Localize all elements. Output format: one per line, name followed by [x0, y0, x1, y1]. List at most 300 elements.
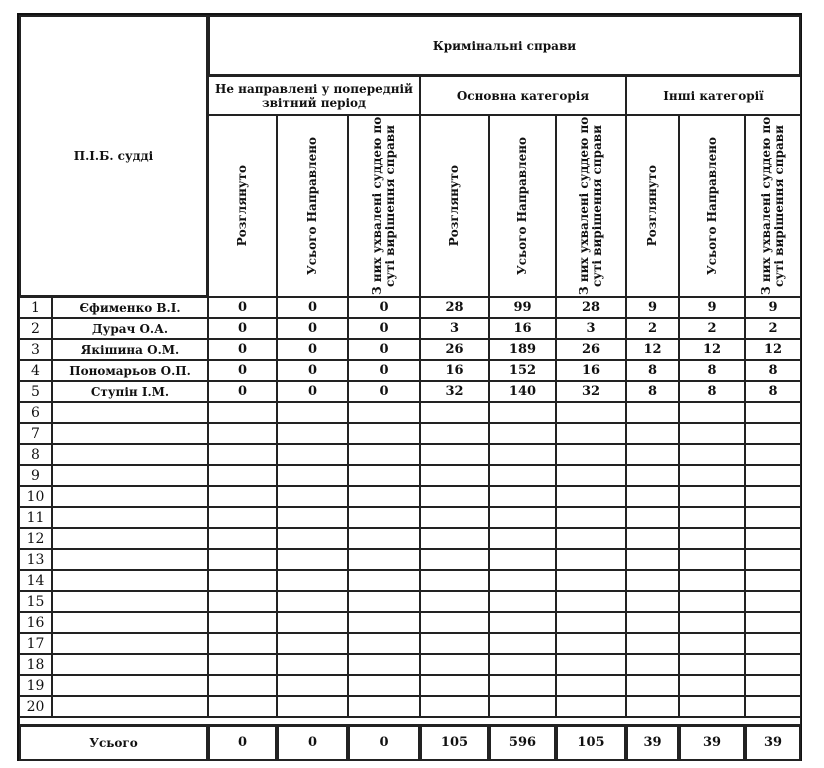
row-number [19, 297, 52, 318]
value-cell-text: 8 [707, 362, 717, 378]
value-cell-text: 9 [707, 299, 717, 315]
value-cell [556, 549, 626, 570]
subcolumn-header-text: З них ухвалені суддею по суті вирішення справи [759, 116, 786, 296]
subcolumn-header-text: Усього Направлено [704, 136, 719, 275]
value-cell [420, 570, 489, 591]
value-cell [679, 402, 745, 423]
subcolumn-header [277, 115, 348, 297]
value-cell-text: 2 [707, 320, 717, 336]
value-cell [745, 654, 801, 675]
subcolumn-header-text: Розглянуто [645, 165, 659, 247]
value-cell [679, 360, 745, 381]
value-cell [420, 549, 489, 570]
group-header [420, 76, 626, 115]
judge-name-header-text: П.І.Б. судді [73, 149, 154, 163]
value-cell [556, 465, 626, 486]
value-cell [626, 339, 679, 360]
value-cell [208, 339, 277, 360]
value-cell-text: 0 [379, 362, 389, 378]
value-cell [626, 381, 679, 402]
value-cell [679, 423, 745, 444]
row-number [19, 549, 52, 570]
total-value-text: 596 [508, 735, 537, 750]
value-cell [745, 318, 801, 339]
value-cell-text: 32 [445, 383, 464, 399]
value-cell [745, 696, 801, 717]
value-cell-text: 0 [237, 299, 248, 315]
value-cell [489, 507, 556, 528]
value-cell [348, 696, 420, 717]
row-number [19, 633, 52, 654]
judge-name [52, 339, 208, 360]
value-cell [556, 696, 626, 717]
value-cell [489, 696, 556, 717]
subcolumn-header-text: Усього Направлено [305, 136, 319, 275]
total-value-text: 39 [643, 735, 662, 750]
value-cell [745, 423, 801, 444]
value-cell [277, 444, 348, 465]
value-cell [745, 507, 801, 528]
value-cell [277, 297, 348, 318]
value-cell-text: 189 [508, 341, 537, 357]
value-cell [745, 675, 801, 696]
value-cell [277, 507, 348, 528]
value-cell [489, 339, 556, 360]
value-cell [626, 528, 679, 549]
judge-name [52, 444, 208, 465]
value-cell [348, 612, 420, 633]
value-cell [556, 318, 626, 339]
value-cell [277, 570, 348, 591]
value-cell [626, 591, 679, 612]
value-cell [679, 654, 745, 675]
value-cell [348, 381, 420, 402]
value-cell [208, 360, 277, 381]
value-cell-text: 8 [768, 362, 778, 378]
value-cell [277, 591, 348, 612]
value-cell [556, 444, 626, 465]
main-title [208, 15, 801, 76]
value-cell [420, 402, 489, 423]
value-cell [420, 591, 489, 612]
row-number [19, 654, 52, 675]
value-cell [745, 633, 801, 654]
value-cell [420, 339, 489, 360]
value-cell [277, 654, 348, 675]
value-cell-text: 0 [307, 341, 318, 357]
value-cell [420, 465, 489, 486]
judge-name [52, 633, 208, 654]
value-cell [208, 465, 277, 486]
row-number [19, 318, 52, 339]
total-value-text: 105 [440, 735, 469, 750]
judge-name-text: Ступін І.М. [90, 384, 170, 399]
value-cell-text: 140 [508, 383, 537, 399]
value-cell-text: 0 [379, 320, 389, 336]
value-cell [420, 423, 489, 444]
total-label [19, 725, 208, 761]
value-cell [745, 549, 801, 570]
value-cell [348, 297, 420, 318]
value-cell [348, 486, 420, 507]
value-cell-text: 12 [763, 341, 783, 357]
row-number [19, 486, 52, 507]
subcolumn-header [420, 115, 489, 297]
value-cell-text: 26 [445, 341, 464, 357]
value-cell-text: 9 [768, 299, 778, 315]
value-cell [626, 549, 679, 570]
value-cell [556, 360, 626, 381]
value-cell [745, 402, 801, 423]
value-cell [489, 591, 556, 612]
value-cell [679, 507, 745, 528]
value-cell [277, 696, 348, 717]
value-cell [745, 591, 801, 612]
value-cell-text: 8 [647, 362, 658, 378]
total-value-text: 105 [577, 735, 605, 750]
row-number-text: 10 [26, 488, 45, 505]
value-cell [489, 675, 556, 696]
row-number-text: 14 [26, 572, 45, 589]
row-number-text: 11 [26, 509, 45, 526]
total-value [626, 725, 679, 761]
subcolumn-header [348, 115, 420, 297]
value-cell-text: 152 [508, 362, 537, 378]
value-cell [348, 423, 420, 444]
subcolumn-header [679, 115, 745, 297]
value-cell [348, 675, 420, 696]
judge-name [52, 654, 208, 675]
row-number-text: 3 [31, 341, 40, 358]
value-cell [348, 318, 420, 339]
value-cell [745, 381, 801, 402]
value-cell [626, 486, 679, 507]
row-number [19, 612, 52, 633]
value-cell-text: 3 [449, 320, 460, 336]
value-cell [489, 297, 556, 318]
value-cell-text: 12 [702, 341, 722, 357]
value-cell [208, 696, 277, 717]
value-cell [420, 381, 489, 402]
row-number-text: 17 [26, 635, 45, 652]
value-cell [745, 465, 801, 486]
judge-name [52, 423, 208, 444]
value-cell [489, 570, 556, 591]
subcolumn-header-text: З них ухвалені суддею по суті вирішення справи [577, 116, 604, 296]
value-cell [626, 318, 679, 339]
value-cell [489, 633, 556, 654]
judge-name [52, 696, 208, 717]
value-cell [489, 381, 556, 402]
row-number [19, 465, 52, 486]
value-cell [679, 465, 745, 486]
total-value [556, 725, 626, 761]
value-cell [679, 528, 745, 549]
value-cell [679, 633, 745, 654]
group-header-text: Основна категорія [456, 88, 590, 103]
value-cell [277, 612, 348, 633]
value-cell [679, 675, 745, 696]
value-cell [679, 444, 745, 465]
value-cell [277, 675, 348, 696]
value-cell [679, 339, 745, 360]
group-header [208, 76, 420, 115]
value-cell [277, 528, 348, 549]
group-header-text: Інші категорії [663, 88, 764, 103]
value-cell [420, 528, 489, 549]
row-number [19, 570, 52, 591]
value-cell-text: 3 [586, 320, 596, 336]
value-cell [208, 381, 277, 402]
value-cell [626, 654, 679, 675]
subcolumn-header-text: Усього Направлено [515, 136, 529, 275]
row-number-text: 18 [26, 656, 45, 673]
total-value [745, 725, 801, 761]
value-cell [679, 696, 745, 717]
row-number [19, 423, 52, 444]
value-cell [420, 297, 489, 318]
row-number-text: 6 [31, 404, 40, 421]
value-cell [556, 507, 626, 528]
value-cell [626, 444, 679, 465]
value-cell [489, 360, 556, 381]
value-cell-text: 0 [307, 320, 318, 336]
judge-name [52, 612, 208, 633]
value-cell [208, 318, 277, 339]
total-label-text: Усього [89, 736, 138, 750]
judge-name [52, 465, 208, 486]
value-cell-text: 8 [707, 383, 717, 399]
row-number [19, 402, 52, 423]
value-cell [208, 444, 277, 465]
value-cell [208, 507, 277, 528]
value-cell [679, 549, 745, 570]
value-cell [420, 675, 489, 696]
total-value-text: 39 [702, 735, 722, 750]
value-cell [277, 423, 348, 444]
value-cell [277, 402, 348, 423]
value-cell [277, 549, 348, 570]
value-cell [348, 507, 420, 528]
subcolumn-header [626, 115, 679, 297]
value-cell [679, 486, 745, 507]
value-cell-text: 9 [647, 299, 658, 315]
value-cell [745, 444, 801, 465]
value-cell-text: 0 [307, 362, 318, 378]
value-cell [679, 318, 745, 339]
row-number [19, 339, 52, 360]
value-cell [489, 612, 556, 633]
value-cell [489, 654, 556, 675]
value-cell [348, 360, 420, 381]
value-cell [556, 402, 626, 423]
judge-name [52, 318, 208, 339]
value-cell [348, 591, 420, 612]
value-cell-text: 8 [768, 383, 778, 399]
value-cell [208, 612, 277, 633]
value-cell-text: 0 [237, 341, 248, 357]
value-cell [556, 297, 626, 318]
value-cell [679, 612, 745, 633]
value-cell-text: 2 [647, 320, 658, 336]
value-cell [420, 444, 489, 465]
value-cell-text: 28 [445, 299, 464, 315]
value-cell [626, 423, 679, 444]
value-cell [626, 696, 679, 717]
value-cell [626, 570, 679, 591]
value-cell [208, 486, 277, 507]
value-cell-text: 16 [513, 320, 532, 336]
value-cell [626, 297, 679, 318]
value-cell [679, 297, 745, 318]
judge-name [52, 528, 208, 549]
value-cell [626, 633, 679, 654]
total-value [420, 725, 489, 761]
value-cell [556, 339, 626, 360]
subcolumn-header [208, 115, 277, 297]
value-cell [489, 444, 556, 465]
value-cell [626, 675, 679, 696]
value-cell [489, 549, 556, 570]
row-number [19, 444, 52, 465]
judge-name [52, 360, 208, 381]
total-value-text: 0 [379, 735, 389, 750]
value-cell [208, 549, 277, 570]
value-cell [420, 360, 489, 381]
value-cell [489, 465, 556, 486]
value-cell [348, 633, 420, 654]
row-number-text: 15 [26, 593, 45, 610]
value-cell [626, 402, 679, 423]
value-cell [208, 633, 277, 654]
judge-name-text: Якішина О.М. [80, 342, 180, 357]
row-number [19, 360, 52, 381]
value-cell-text: 26 [581, 341, 601, 357]
total-value [489, 725, 556, 761]
row-number [19, 675, 52, 696]
value-cell [745, 570, 801, 591]
main-title-text: Кримінальні справи [432, 38, 577, 53]
value-cell [745, 360, 801, 381]
value-cell [208, 297, 277, 318]
judge-name-header [19, 15, 208, 297]
value-cell [277, 339, 348, 360]
value-cell [556, 423, 626, 444]
value-cell [626, 507, 679, 528]
value-cell-text: 0 [237, 383, 248, 399]
judge-name [52, 549, 208, 570]
total-value [208, 725, 277, 761]
judge-name [52, 675, 208, 696]
subcolumn-header [745, 115, 801, 297]
group-header-text: Не направлені у попередній звітний період [215, 81, 413, 110]
subcolumn-header-text: Розглянуто [447, 165, 461, 247]
value-cell [556, 381, 626, 402]
value-cell [489, 423, 556, 444]
value-cell [745, 612, 801, 633]
value-cell [208, 675, 277, 696]
value-cell [489, 402, 556, 423]
spacer-band [19, 717, 801, 725]
value-cell [348, 444, 420, 465]
value-cell [277, 318, 348, 339]
value-cell [208, 402, 277, 423]
value-cell [679, 570, 745, 591]
value-cell [556, 486, 626, 507]
value-cell [745, 486, 801, 507]
subcolumn-header-text: З них ухвалені суддею по суті вирішення справи [370, 116, 397, 296]
value-cell [348, 549, 420, 570]
value-cell [277, 360, 348, 381]
value-cell [208, 528, 277, 549]
value-cell [420, 318, 489, 339]
judge-name-text: Дурач О.А. [91, 321, 169, 336]
value-cell [626, 612, 679, 633]
value-cell-text: 0 [307, 299, 318, 315]
value-cell [420, 654, 489, 675]
value-cell [208, 654, 277, 675]
value-cell-text: 0 [379, 341, 389, 357]
subcolumn-header-text: Розглянуто [235, 165, 249, 247]
row-number-text: 4 [31, 362, 40, 379]
value-cell [556, 591, 626, 612]
row-number [19, 507, 52, 528]
value-cell-text: 2 [768, 320, 778, 336]
value-cell [348, 339, 420, 360]
row-number-text: 7 [31, 425, 40, 442]
value-cell [348, 528, 420, 549]
judge-name [52, 570, 208, 591]
row-number-text: 2 [31, 320, 40, 337]
value-cell [348, 402, 420, 423]
judge-name-text: Пономарьов О.П. [69, 363, 191, 378]
value-cell-text: 12 [643, 341, 662, 357]
row-number-text: 13 [26, 551, 45, 568]
judge-name [52, 591, 208, 612]
value-cell [420, 507, 489, 528]
value-cell-text: 0 [307, 383, 318, 399]
row-number-text: 16 [26, 614, 45, 631]
value-cell [679, 591, 745, 612]
value-cell [277, 486, 348, 507]
value-cell [208, 423, 277, 444]
value-cell [745, 528, 801, 549]
row-number-text: 9 [31, 467, 40, 484]
value-cell [556, 570, 626, 591]
row-number-text: 5 [31, 383, 40, 400]
judge-name [52, 402, 208, 423]
value-cell [556, 633, 626, 654]
value-cell [489, 528, 556, 549]
row-number [19, 696, 52, 717]
value-cell-text: 0 [379, 299, 389, 315]
value-cell [420, 612, 489, 633]
value-cell-text: 16 [445, 362, 464, 378]
value-cell-text: 32 [581, 383, 601, 399]
judge-name [52, 381, 208, 402]
value-cell [277, 465, 348, 486]
value-cell [348, 570, 420, 591]
value-cell [489, 318, 556, 339]
value-cell [208, 570, 277, 591]
value-cell-text: 99 [513, 299, 532, 315]
value-cell-text: 8 [647, 383, 658, 399]
value-cell [556, 654, 626, 675]
total-value-text: 0 [237, 735, 248, 750]
row-number-text: 20 [26, 698, 45, 715]
value-cell [420, 486, 489, 507]
value-cell [420, 633, 489, 654]
